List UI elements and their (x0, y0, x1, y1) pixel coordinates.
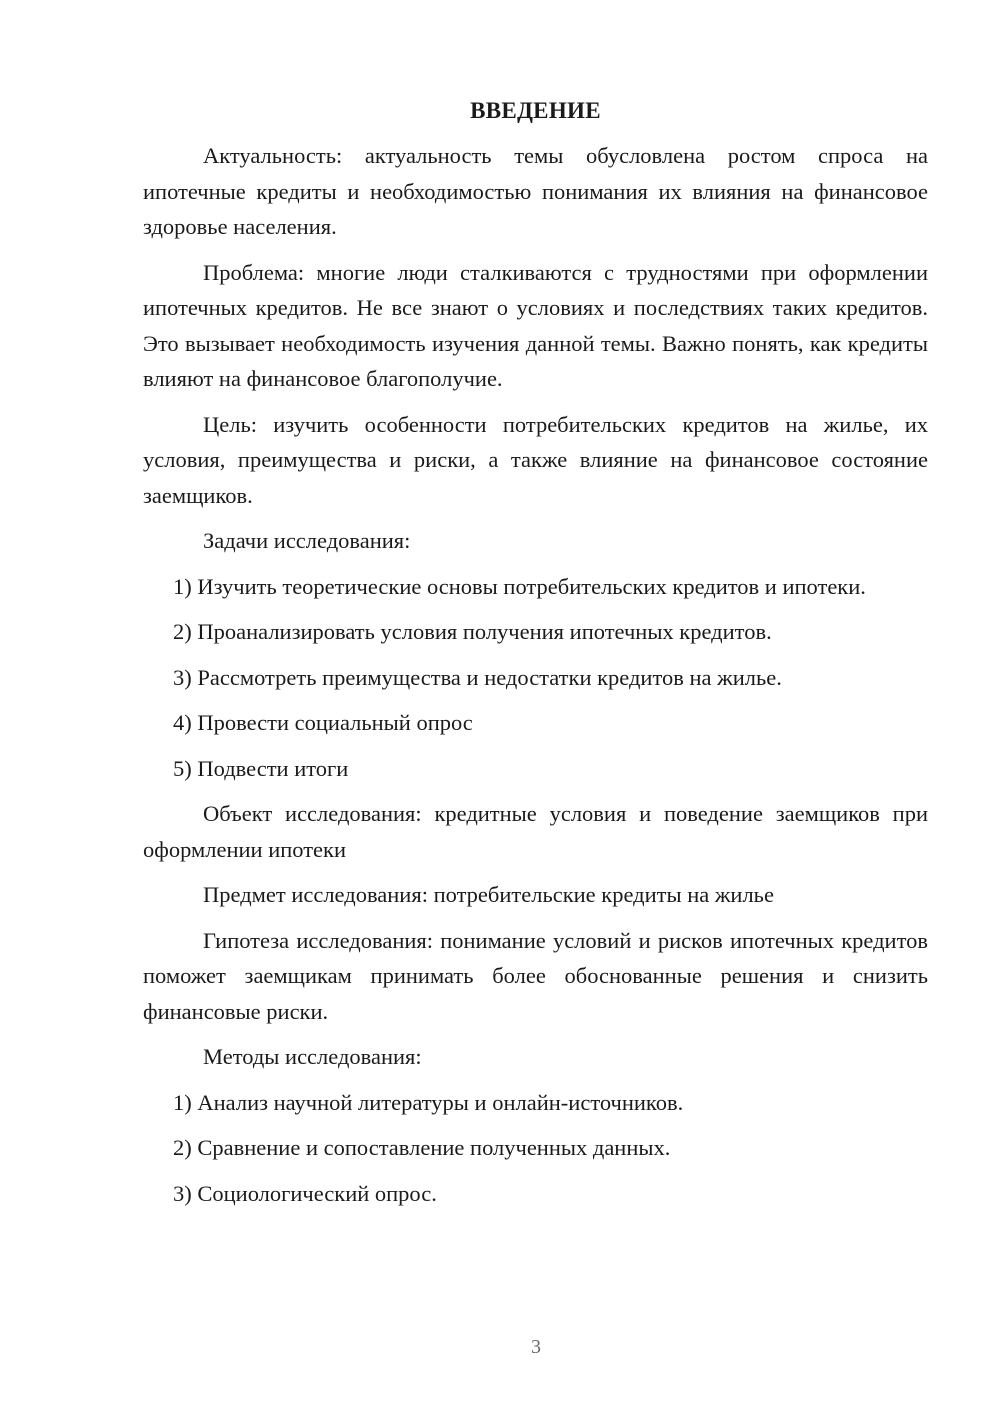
hypothesis-paragraph: Гипотеза исследования: понимание условий и рисков ипотечных кредитов поможет заемщикам принимать более обоснованные решения и снизить финансовые риски. (143, 927, 928, 1024)
task-item: 2) Проанализировать условия получения ипотечных кредитов. (173, 619, 772, 644)
method-item: 3) Социологический опрос. (173, 1180, 437, 1206)
methods-heading: Методы исследования: (203, 1044, 422, 1069)
goal-paragraph: Цель: изучить особенности потребительских кредитов на жилье, их условия, преимущества и риски, а также влияние на финансовое состояние заемщиков. (143, 411, 928, 508)
page-title: ВВЕДЕНИЕ (470, 98, 601, 123)
method-item: 1) Анализ научной литературы и онлайн-источников. (173, 1089, 684, 1115)
tasks-heading: Задачи исследования: (203, 528, 411, 553)
problem-paragraph: Проблема: многие люди сталкиваются с трудностями при оформлении ипотечных кредитов. Не все знают о условиях и последствиях таких кредитов. Это вызывает необходимость изучения данной темы. Важно понять, как кредиты влияют на финансовое благополучие. (143, 259, 928, 391)
task-item: 4) Провести социальный опрос (173, 710, 473, 735)
page-content (143, 96, 928, 1221)
subject-paragraph: Предмет исследования: потребительские кредиты на жилье (203, 882, 774, 907)
object-paragraph: Объект исследования: кредитные условия и поведение заемщиков при оформлении ипотеки (143, 801, 928, 862)
page-number: 3 (531, 1336, 541, 1358)
task-item: 3) Рассмотреть преимущества и недостатки кредитов на жилье. (173, 664, 782, 690)
method-item: 2) Сравнение и сопоставление полученных данных. (173, 1135, 671, 1160)
task-item: 5) Подвести итоги (173, 755, 349, 781)
relevance-paragraph: Актуальность: актуальность темы обусловлена ростом спроса на ипотечные кредиты и необходимостью понимания их влияния на финансовое здоровье населения. (143, 143, 928, 239)
task-item: 1) Изучить теоретические основы потребительских кредитов и ипотеки. (173, 573, 866, 599)
